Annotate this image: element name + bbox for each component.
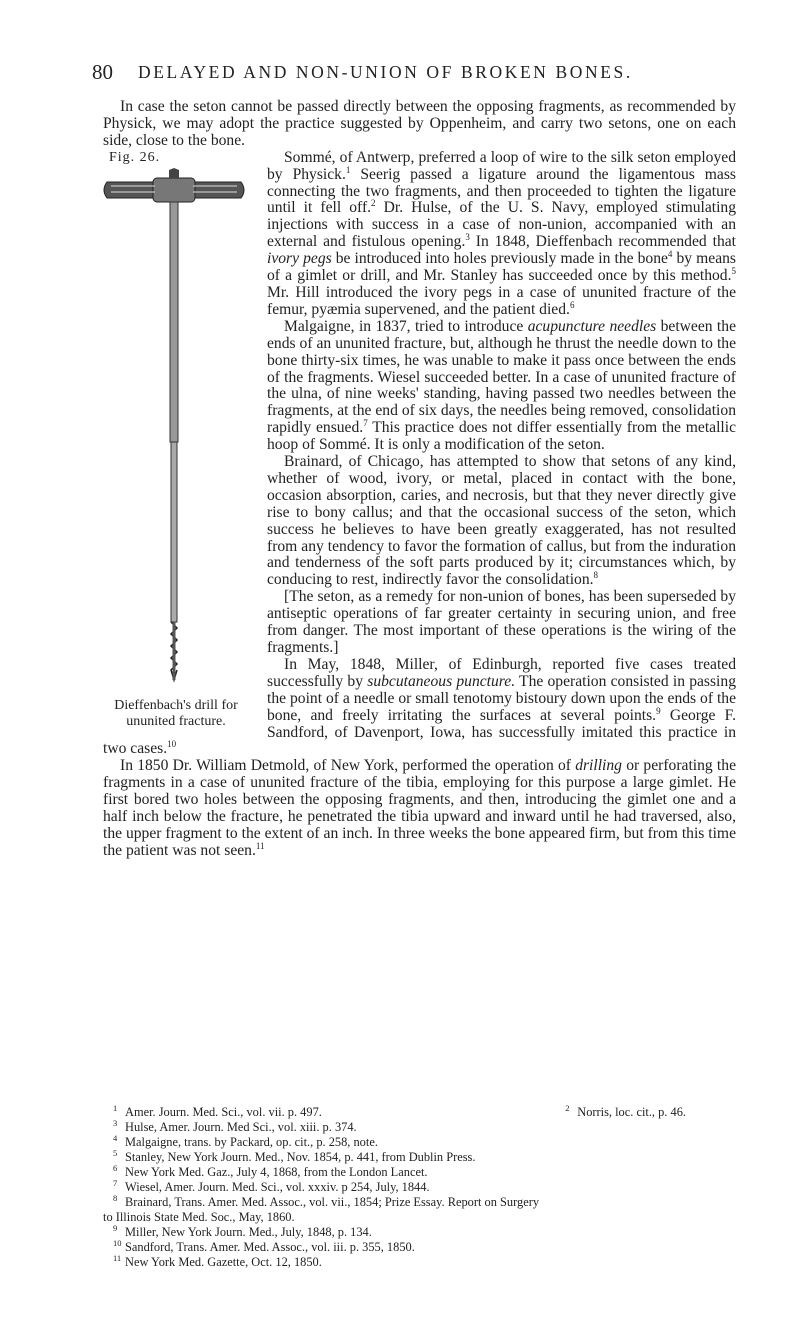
body-text — [103, 99, 736, 860]
footnote-ref: 3 — [465, 232, 470, 243]
italic-text: drilling — [575, 757, 622, 775]
footnotes — [103, 1102, 736, 1270]
text-run: be introduced into holes previously made in the bone — [331, 250, 668, 268]
figure-caption: Dieffenbach's drill for ununited fracture. — [114, 697, 238, 729]
text-run: Brainard, of Chicago, has attempted to show that setons of any kind, whether of wood, ivory, or metal, placed in contact with the bone, occasion absorption, caries, and necrosis, but that they never directly give rise to bony callus; and that the occasional success of the seton, which success he believes to have been greatly exaggerated, has not resulted from any tendency to favor the formation of callus, but from the induration and tenderness of the soft parts produced by it; circumstances which, by conducing to rest, indirectly favor the consolidation. — [267, 453, 736, 589]
drill-illustration-icon — [99, 168, 249, 696]
footnote: 9 Miller, New York Journ. Med., July, 1848, p. 134. — [113, 1222, 372, 1239]
footnote: 11 New York Med. Gazette, Oct. 12, 1850. — [113, 1252, 322, 1269]
footnote-ref: 9 — [656, 705, 661, 716]
footnote: 3 Hulse, Amer. Journ. Med Sci., vol. xiii. p. 374. — [113, 1117, 357, 1134]
footnote: 4 Malgaigne, trans. by Packard, op. cit., p. 258, note. — [113, 1132, 378, 1149]
footnote-ref: 5 — [731, 265, 736, 276]
footnote-row — [103, 1102, 736, 1120]
footnote: 8 Brainard, Trans. Amer. Med. Assoc., vol. vii., 1854; Prize Essay. Report on Surgery — [113, 1192, 540, 1209]
text-run: Malgaigne, in 1837, tried to introduce — [284, 317, 528, 335]
page-number: 80 — [92, 60, 113, 84]
italic-text: ivory pegs — [267, 250, 332, 268]
footnote: 7 Wiesel, Amer. Journ. Med. Sci., vol. xxxiv. p 254, July, 1844. — [113, 1177, 430, 1194]
text-run: In case the seton cannot be passed directly between the opposing fragments, as recommended by Physick, we may adopt the practice suggested by Oppenheim, and carry two setons, one on each side, close to the bone. — [103, 98, 736, 149]
italic-text: subcutaneous puncture. — [367, 672, 516, 690]
footnote-ref: 10 — [167, 739, 177, 750]
footnote-ref: 4 — [667, 248, 673, 259]
text-run: The operation consisted in passing the point of a needle or small tenotomy bistoury down upon the ends of the bone, and freely irritating the surfaces at several points. — [267, 672, 736, 724]
text-run: [The seton, as a remedy for non-union of bones, has been superseded by antiseptic operations of far greater certainty in securing union, and free from danger. The most important of these operations is the wiring of the fragments.] — [267, 588, 736, 656]
footnote-ref: 6 — [569, 299, 575, 310]
page-header — [92, 60, 732, 84]
figure-label: Fig. 26. — [109, 149, 161, 165]
footnote-ref: 2 — [371, 198, 376, 209]
paragraph — [103, 758, 736, 859]
footnote-ref: 7 — [363, 418, 368, 429]
text-run: Mr. Hill introduced the ivory pegs in a case of ununited fracture of the femur, pyæmia supervened, and the patient died. — [267, 283, 736, 318]
text-run: by means of a gimlet or drill, and Mr. Stanley has succeeded once by this method. — [267, 250, 736, 285]
footnote-ref: 1 — [345, 164, 351, 175]
footnote: 2 Norris, loc. cit., p. 46. — [565, 1102, 686, 1119]
text-run: In 1848, Dieffenbach recommended that — [469, 233, 736, 251]
text-run: Sommé, of Antwerp, preferred a loop of wire to the silk seton employed by Physick. — [267, 148, 736, 183]
footnote: 5 Stanley, New York Journ. Med., Nov. 1854, p. 441, from Dublin Press. — [113, 1147, 476, 1164]
text-run: This practice does not differ essentially from the metallic hoop of Sommé. It is only a modification of the seton. — [267, 419, 736, 454]
footnote-ref: 8 — [593, 570, 599, 581]
running-head: DELAYED AND NON-UNION OF BROKEN BONES. — [138, 62, 633, 82]
paragraph — [103, 99, 736, 150]
footnote: 6 New York Med. Gaz., July 4, 1868, from the London Lancet. — [113, 1162, 428, 1179]
footnote-ref: 11 — [255, 840, 265, 851]
text-run: George F. Sandford, of Davenport, Iowa, has successfully imitated this practice in two cases. — [103, 706, 736, 758]
text-run: Dr. Hulse, of the U. S. Navy, employed stimulating injections with success in a case of non-union, accompanied with an external and fistulous opening. — [267, 199, 737, 251]
text-run: In 1850 Dr. William Detmold, of New York, performed the operation of — [120, 757, 576, 775]
footnote: 10 Sandford, Trans. Amer. Med. Assoc., vol. iii. p. 355, 1850. — [113, 1237, 415, 1254]
text-run: between the ends of an ununited fracture, but, although he thrust the needle down to the bone thirty-six times, he was unable to make it pass once between the ends of the fragments. Wiesel succeeded better. In a case of ununited fracture of the ulna, of nine weeks' standing, having passed two needles between the fragments, at the end of six days, the needles being removed, consolidation rapidly ensued. — [267, 317, 736, 437]
footnote-continuation: to Illinois State Med. Soc., May, 1860. — [103, 1210, 295, 1224]
footnote: 1 Amer. Journ. Med. Sci., vol. vii. p. 497. — [113, 1102, 322, 1119]
text-run: In May, 1848, Miller, of Edinburgh, reported five cases treated successfully by — [267, 655, 736, 690]
italic-text: acupuncture needles — [527, 317, 657, 335]
text-run: Seerig passed a ligature around the ligamentous mass connecting the two fragments, and then proceeded to tighten the ligature until it fell off. — [267, 165, 736, 217]
text-run: or perforating the fragments in a case of ununited fracture of the tibia, employing for this purpose a large gimlet. He first bored two holes between the opposing fragments, and then, introducing the gimlet one and a half inch below the fracture, he penetrated the tibia upward and inward until he had traversed, also, the upper fragment to the extent of an inch. In three weeks the bone appeared firm, but from this time the patient was not seen. — [103, 757, 736, 859]
figure-26 — [95, 150, 257, 738]
